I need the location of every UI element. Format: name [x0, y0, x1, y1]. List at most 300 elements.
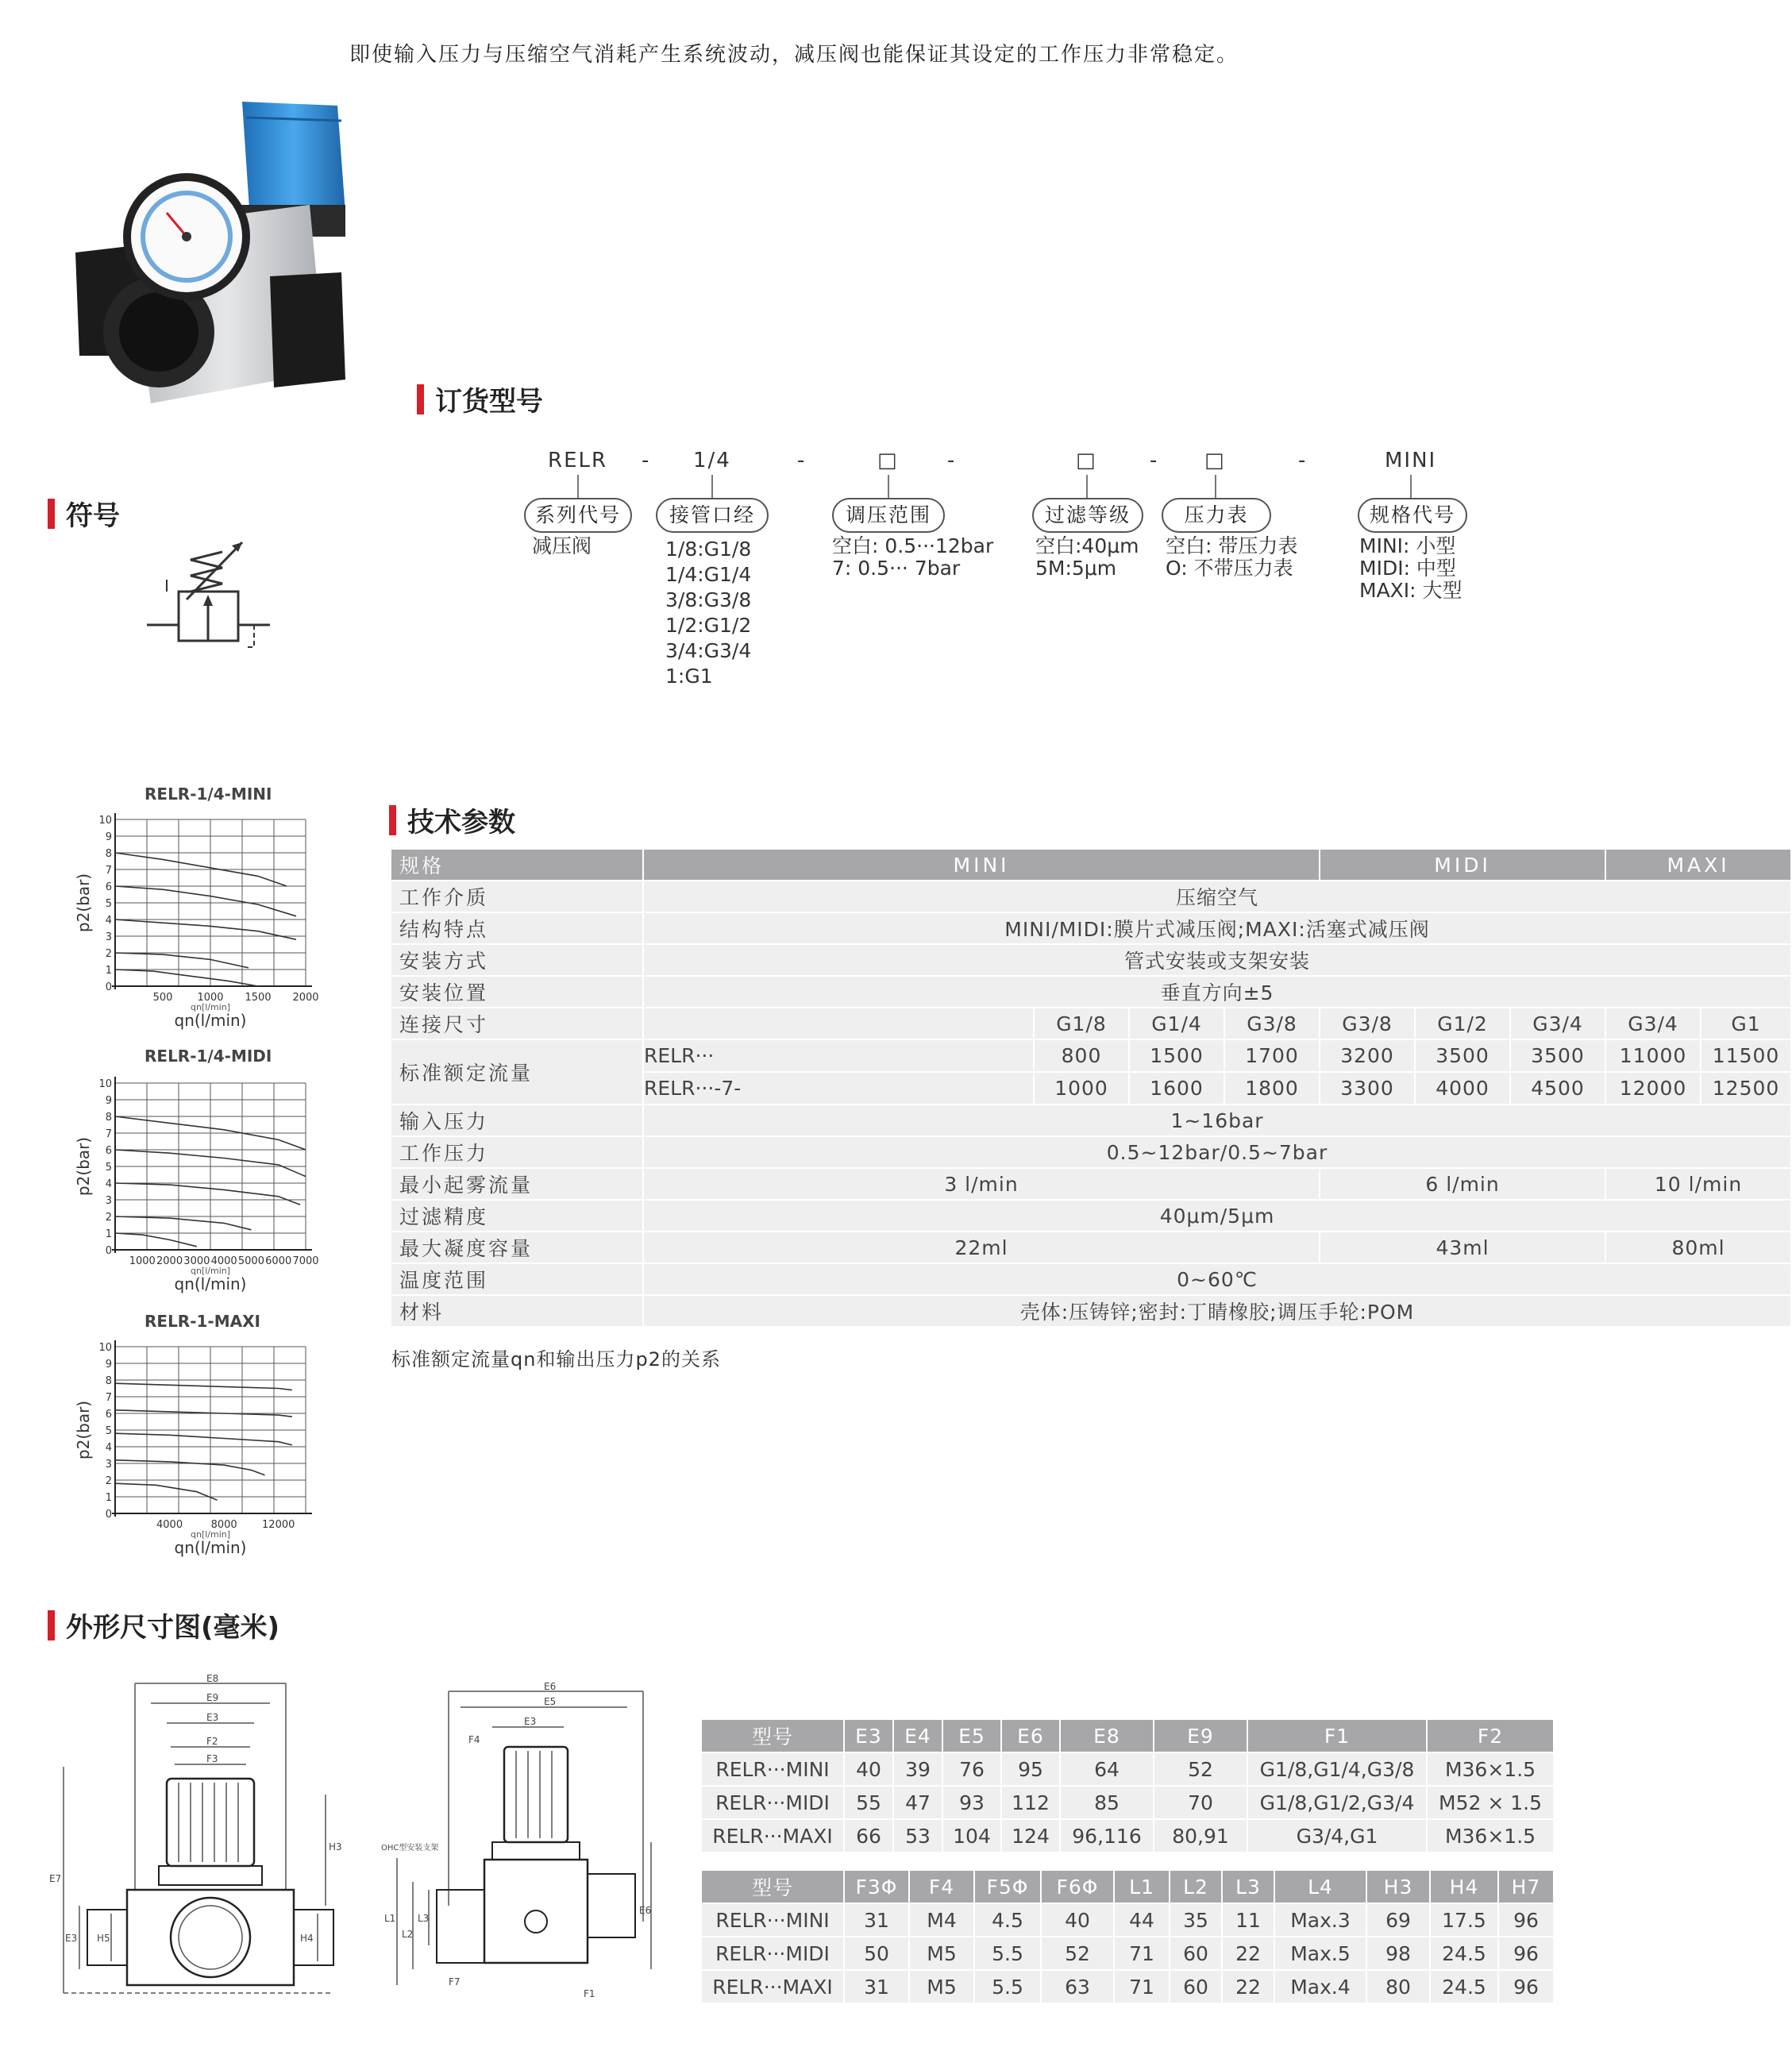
- table-cell: RELR···: [643, 1039, 1034, 1072]
- table-row: [701, 1870, 1554, 1903]
- table-cell: 4.5: [974, 1903, 1041, 1937]
- series-line: [115, 886, 296, 916]
- table-cell: E6: [1001, 1719, 1060, 1752]
- table-row: [701, 1970, 1554, 2003]
- table-row: [391, 976, 1791, 1008]
- order-code-sep: -: [797, 449, 807, 472]
- table-cell: 壳体:压铸锌;密封:丁睛橡胶;调压手轮:POM: [643, 1295, 1791, 1327]
- table-cell: 4500: [1510, 1072, 1605, 1105]
- table-row: [391, 1200, 1791, 1232]
- table-cell: 85: [1060, 1786, 1154, 1819]
- table-cell: M4: [909, 1903, 974, 1937]
- table-cell: M36×1.5: [1427, 1752, 1554, 1786]
- table-row: [391, 1168, 1791, 1200]
- x-tick-label: 8000: [210, 1519, 237, 1531]
- accent-bar: [417, 384, 424, 414]
- y-tick-label: 5: [105, 898, 112, 910]
- y-tick-label: 1: [105, 965, 112, 977]
- section-title-symbol: 符号: [48, 494, 120, 533]
- dim-label: E8: [206, 1673, 219, 1684]
- table-cell: H3: [1366, 1870, 1430, 1903]
- intro-text: 即使输入压力与压缩空气消耗产生系统波动，减压阀也能保证其设定的工作压力非常稳定。: [349, 43, 1239, 67]
- table-row: [391, 849, 1791, 881]
- chart-title: RELR-1/4-MINI: [145, 785, 272, 804]
- order-code-sep: -: [642, 449, 651, 472]
- series-line: [115, 1433, 292, 1445]
- x-tick-label: 4000: [210, 1255, 237, 1267]
- x-axis-sublabel: qn[l/min]: [190, 1002, 231, 1012]
- tech-table: [390, 848, 1792, 1328]
- dim-label: E3: [206, 1712, 219, 1723]
- table-row: [391, 1263, 1791, 1295]
- table-cell: 40: [844, 1752, 893, 1786]
- accent-bar: [48, 1610, 55, 1640]
- y-tick-label: 4: [105, 915, 112, 927]
- order-code-sep: -: [947, 449, 957, 472]
- y-tick-label: 5: [105, 1162, 112, 1174]
- order-tag-range: 调压范围: [832, 498, 945, 533]
- y-tick-label: 6: [105, 1145, 112, 1157]
- table-cell: 35: [1170, 1903, 1222, 1937]
- y-tick-label: 9: [105, 1095, 112, 1107]
- table-cell: 3500: [1415, 1039, 1510, 1072]
- y-tick-label: 6: [105, 1409, 112, 1421]
- table-cell: 最大凝度容量: [391, 1232, 643, 1263]
- dim-label: E3: [65, 1933, 78, 1944]
- table-row: [701, 1752, 1554, 1786]
- series-line: [115, 1483, 218, 1500]
- table-row: [391, 912, 1791, 944]
- connector-line: [1410, 475, 1412, 499]
- table-cell: 结构特点: [391, 912, 643, 944]
- table-row: [701, 1903, 1554, 1937]
- x-tick-label: 12000: [262, 1519, 295, 1531]
- table-cell: 52: [1041, 1937, 1114, 1970]
- connector-line: [1215, 475, 1216, 499]
- table-cell: 39: [893, 1752, 942, 1786]
- table-cell: 93: [942, 1786, 1001, 1819]
- connector-line: [888, 475, 889, 499]
- table-cell: E8: [1060, 1719, 1154, 1752]
- table-cell: 80,91: [1154, 1819, 1247, 1852]
- table-cell: [643, 1008, 1034, 1039]
- dim-label: L1: [384, 1913, 396, 1924]
- section-title-tech: 技术参数: [389, 800, 515, 839]
- table-cell: 4000: [1415, 1072, 1510, 1105]
- table-cell: RELR···MINI: [701, 1752, 844, 1786]
- table-cell: RELR···MAXI: [701, 1970, 844, 2003]
- series-line: [115, 1383, 292, 1390]
- table-cell: 96: [1498, 1970, 1554, 2003]
- table-cell: E3: [844, 1719, 893, 1752]
- x-tick-label: 3000: [183, 1255, 210, 1267]
- accent-bar: [48, 499, 55, 529]
- table-cell: 6 l/min: [1320, 1168, 1605, 1200]
- table-row: [701, 1786, 1554, 1819]
- table-cell: 71: [1114, 1937, 1170, 1970]
- table-cell: 温度范围: [391, 1263, 643, 1295]
- table-cell: M36×1.5: [1427, 1819, 1554, 1852]
- dim-label: E9: [206, 1692, 219, 1703]
- front-view-drawing-icon: [48, 1675, 349, 2009]
- table-cell: MAXI: [1605, 849, 1791, 881]
- table-cell: G3/4: [1510, 1008, 1605, 1039]
- table-cell: 98: [1366, 1937, 1430, 1970]
- table-cell: 17.5: [1430, 1903, 1498, 1937]
- table-cell: 70: [1154, 1786, 1247, 1819]
- order-desc-filter: 空白:40μm 5M:5μm: [1035, 534, 1139, 580]
- table-cell: 规格: [391, 849, 643, 881]
- connector-line: [577, 475, 579, 499]
- series-line: [115, 1216, 251, 1230]
- table-cell: G1: [1701, 1008, 1791, 1039]
- dim-label: H3: [329, 1841, 342, 1852]
- order-code-part: MINI: [1385, 449, 1437, 472]
- table-cell: G3/4,G1: [1247, 1819, 1427, 1852]
- table-cell: 43ml: [1320, 1232, 1605, 1263]
- table-row: [391, 1008, 1791, 1039]
- table-cell: 80ml: [1605, 1232, 1791, 1263]
- table-cell: 60: [1170, 1970, 1222, 2003]
- dim-label: H5: [97, 1933, 110, 1944]
- table-cell: 10 l/min: [1605, 1168, 1791, 1200]
- chart-caption: 标准额定流量qn和输出压力p2的关系: [391, 1348, 721, 1371]
- dim-label: L3: [418, 1913, 430, 1924]
- y-tick-label: 10: [98, 815, 112, 827]
- section-title-dimensions: 外形尺寸图(毫米): [48, 1606, 279, 1644]
- table-row: [701, 1719, 1554, 1752]
- x-tick-label: 7000: [292, 1255, 319, 1267]
- table-cell: 1600: [1129, 1072, 1224, 1105]
- table-cell: F3Φ: [844, 1870, 909, 1903]
- table-cell: 1~16bar: [643, 1105, 1791, 1136]
- y-tick-label: 7: [105, 1392, 112, 1404]
- y-tick-label: 4: [105, 1178, 112, 1190]
- x-tick-label: 1000: [129, 1255, 156, 1267]
- table-cell: 24.5: [1430, 1937, 1498, 1970]
- series-line: [115, 1233, 197, 1247]
- x-tick-label: 5000: [237, 1255, 264, 1267]
- order-desc-size: MINI: 小型 MIDI: 中型 MAXI: 大型: [1359, 534, 1463, 602]
- table-cell: G3/8: [1224, 1008, 1320, 1039]
- y-tick-label: 10: [98, 1078, 112, 1090]
- table-cell: RELR···-7-: [643, 1072, 1034, 1105]
- series-line: [115, 1183, 300, 1205]
- table-cell: 44: [1114, 1903, 1170, 1937]
- table-cell: 95: [1001, 1752, 1060, 1786]
- table-cell: G3/4: [1605, 1008, 1701, 1039]
- table-cell: L3: [1222, 1870, 1274, 1903]
- y-tick-label: 9: [105, 1359, 112, 1371]
- order-desc-series: 减压阀: [532, 534, 592, 557]
- dimension-table-1: [700, 1718, 1555, 1853]
- table-cell: 52: [1154, 1752, 1247, 1786]
- y-tick-label: 1: [105, 1228, 112, 1240]
- table-row: [391, 944, 1791, 976]
- order-code-part: □: [1076, 449, 1097, 472]
- x-axis-label: qn(l/min): [174, 1274, 247, 1293]
- table-cell: 96: [1498, 1903, 1554, 1937]
- order-tag-filter: 过滤等级: [1032, 498, 1143, 533]
- table-cell: 71: [1114, 1970, 1170, 2003]
- table-cell: 11000: [1605, 1039, 1701, 1072]
- x-tick-label: 4000: [156, 1519, 183, 1531]
- table-cell: 0~60℃: [643, 1263, 1791, 1295]
- y-tick-label: 0: [105, 981, 112, 993]
- order-code-part: □: [877, 449, 899, 472]
- table-cell: G1/8,G1/2,G3/4: [1247, 1786, 1427, 1819]
- order-desc-range: 空白: 0.5···12bar 7: 0.5··· 7bar: [832, 534, 994, 580]
- y-tick-label: 1: [105, 1492, 112, 1504]
- table-cell: 工作介质: [391, 881, 643, 912]
- table-cell: 66: [844, 1819, 893, 1852]
- front-view-drawing: [48, 1675, 349, 2009]
- table-row: [391, 1295, 1791, 1327]
- table-cell: 31: [844, 1970, 909, 2003]
- table-cell: 1800: [1224, 1072, 1320, 1105]
- table-cell: G1/2: [1415, 1008, 1510, 1039]
- table-cell: H4: [1430, 1870, 1498, 1903]
- table-cell: 31: [844, 1903, 909, 1937]
- x-tick-label: 2000: [292, 992, 319, 1004]
- table-cell: 型号: [701, 1719, 844, 1752]
- table-cell: 3300: [1320, 1072, 1415, 1105]
- x-axis-label: qn(l/min): [174, 1538, 247, 1557]
- table-row: [391, 1136, 1791, 1168]
- table-cell: 47: [893, 1786, 942, 1819]
- y-tick-label: 6: [105, 881, 112, 893]
- order-code-part: □: [1204, 449, 1226, 472]
- y-tick-label: 5: [105, 1425, 112, 1437]
- order-tag-size: 规格代号: [1358, 498, 1467, 533]
- table-cell: 压缩空气: [643, 881, 1791, 912]
- order-code-sep: -: [1298, 449, 1308, 472]
- table-row: [391, 881, 1791, 912]
- table-cell: 69: [1366, 1903, 1430, 1937]
- y-tick-label: 8: [105, 1375, 112, 1387]
- table-cell: F5Φ: [974, 1870, 1041, 1903]
- table-cell: L4: [1274, 1870, 1366, 1903]
- table-cell: 40: [1041, 1903, 1114, 1937]
- y-tick-label: 3: [105, 1195, 112, 1207]
- table-cell: RELR···MIDI: [701, 1786, 844, 1819]
- y-tick-label: 2: [105, 1475, 112, 1487]
- table-cell: M5: [909, 1937, 974, 1970]
- order-tag-port: 接管口经: [656, 498, 769, 533]
- table-cell: 过滤精度: [391, 1200, 643, 1232]
- table-cell: 输入压力: [391, 1105, 643, 1136]
- table-cell: H7: [1498, 1870, 1554, 1903]
- table-cell: G1/8: [1034, 1008, 1129, 1039]
- table-cell: MINI: [643, 849, 1320, 881]
- product-image: [71, 94, 357, 411]
- table-cell: 800: [1034, 1039, 1129, 1072]
- y-tick-label: 9: [105, 831, 112, 843]
- table-cell: 安装位置: [391, 976, 643, 1008]
- y-tick-label: 4: [105, 1442, 112, 1454]
- table-cell: 112: [1001, 1786, 1060, 1819]
- table-cell: 24.5: [1430, 1970, 1498, 2003]
- dim-label: E3: [524, 1716, 537, 1727]
- dim-label: L2: [402, 1929, 414, 1940]
- chart-title: RELR-1-MAXI: [145, 1312, 260, 1331]
- dim-label: E6: [639, 1905, 652, 1916]
- dim-label: F1: [584, 1988, 595, 1999]
- table-cell: 55: [844, 1786, 893, 1819]
- dim-label: F3: [206, 1753, 218, 1764]
- table-cell: 96,116: [1060, 1819, 1154, 1852]
- table-cell: 3200: [1320, 1039, 1415, 1072]
- dim-label: E7: [49, 1873, 62, 1884]
- connector-line: [1086, 475, 1088, 499]
- table-cell: 22ml: [643, 1232, 1320, 1263]
- table-cell: Max.4: [1274, 1970, 1366, 2003]
- table-cell: 12000: [1605, 1072, 1701, 1105]
- table-cell: 安装方式: [391, 944, 643, 976]
- order-desc-port: 1/8:G1/8 1/4:G1/4 3/8:G3/8 1/2:G1/2 3/4:G3/4 1:G1: [665, 538, 752, 688]
- x-tick-label: 6000: [265, 1255, 292, 1267]
- dim-label: E5: [544, 1696, 557, 1707]
- table-cell: 50: [844, 1937, 909, 1970]
- table-cell: L2: [1170, 1870, 1222, 1903]
- table-row: [391, 1105, 1791, 1136]
- table-cell: 型号: [701, 1870, 844, 1903]
- table-cell: Max.3: [1274, 1903, 1366, 1937]
- table-cell: 104: [942, 1819, 1001, 1852]
- x-axis-sublabel: qn[l/min]: [190, 1266, 231, 1276]
- dimension-table-2: [700, 1869, 1555, 2004]
- order-code-part: 1/4: [693, 449, 731, 472]
- y-tick-label: 2: [105, 948, 112, 960]
- order-desc-gauge: 空白: 带压力表 O: 不带压力表: [1166, 534, 1298, 580]
- table-cell: 22: [1222, 1937, 1274, 1970]
- table-cell: M52 × 1.5: [1427, 1786, 1554, 1819]
- pressure-regulator-symbol-icon: [143, 536, 286, 679]
- table-cell: E5: [942, 1719, 1001, 1752]
- table-cell: MINI/MIDI:膜片式减压阀;MAXI:活塞式减压阀: [643, 912, 1791, 944]
- table-cell: 1000: [1034, 1072, 1129, 1105]
- table-cell: RELR···MAXI: [701, 1819, 844, 1852]
- table-cell: 3 l/min: [643, 1168, 1320, 1200]
- table-cell: 3500: [1510, 1039, 1605, 1072]
- table-cell: G3/8: [1320, 1008, 1415, 1039]
- table-cell: 0.5~12bar/0.5~7bar: [643, 1136, 1791, 1168]
- order-tag-series: 系列代号: [524, 498, 632, 533]
- series-line: [115, 970, 258, 986]
- table-cell: 53: [893, 1819, 942, 1852]
- table-cell: 1500: [1129, 1039, 1224, 1072]
- table-cell: 材料: [391, 1295, 643, 1327]
- side-view-drawing-icon: [373, 1683, 659, 2017]
- table-cell: G1/8,G1/4,G3/8: [1247, 1752, 1427, 1786]
- table-row: [391, 1232, 1791, 1263]
- flow-chart-maxi: [71, 1331, 357, 1569]
- table-cell: 11: [1222, 1903, 1274, 1937]
- table-cell: F2: [1427, 1719, 1554, 1752]
- y-tick-label: 7: [105, 1128, 112, 1140]
- table-cell: 5.5: [974, 1937, 1041, 1970]
- order-code-sep: -: [1150, 449, 1159, 472]
- table-row: [701, 1819, 1554, 1852]
- table-cell: Max.5: [1274, 1937, 1366, 1970]
- table-cell: RELR···MIDI: [701, 1937, 844, 1970]
- series-line: [115, 953, 249, 968]
- table-cell: 64: [1060, 1752, 1154, 1786]
- table-row: [701, 1937, 1554, 1970]
- dim-label: H4: [300, 1933, 314, 1944]
- table-cell: 最小起雾流量: [391, 1168, 643, 1200]
- y-axis-label: p2(bar): [74, 1136, 93, 1197]
- table-cell: 22: [1222, 1970, 1274, 2003]
- table-cell: 工作压力: [391, 1136, 643, 1168]
- table-cell: 11500: [1701, 1039, 1791, 1072]
- x-tick-label: 2000: [156, 1255, 183, 1267]
- table-cell: L1: [1114, 1870, 1170, 1903]
- table-cell: 连接尺寸: [391, 1008, 643, 1039]
- dim-label: F7: [449, 1976, 461, 1987]
- y-tick-label: 10: [98, 1342, 112, 1354]
- table-cell: G1/4: [1129, 1008, 1224, 1039]
- flow-chart-midi: [71, 1067, 357, 1305]
- table-cell: F1: [1247, 1719, 1427, 1752]
- table-cell: 96: [1498, 1937, 1554, 1970]
- regulator-photo-icon: [71, 94, 357, 411]
- table-cell: 管式安装或支架安装: [643, 944, 1791, 976]
- y-axis-label: p2(bar): [74, 873, 93, 933]
- y-tick-label: 8: [105, 848, 112, 860]
- order-tag-gauge: 压力表: [1162, 498, 1271, 533]
- y-tick-label: 0: [105, 1509, 112, 1521]
- table-cell: 80: [1366, 1970, 1430, 2003]
- side-view-drawing: [373, 1683, 659, 2017]
- section-title-order: 订货型号: [417, 380, 543, 418]
- table-cell: RELR···MINI: [701, 1903, 844, 1937]
- table-cell: 1700: [1224, 1039, 1320, 1072]
- x-tick-label: 1000: [197, 992, 224, 1004]
- table-cell: M5: [909, 1970, 974, 2003]
- table-row: [391, 1039, 1791, 1072]
- table-cell: 标准额定流量: [391, 1039, 643, 1105]
- y-tick-label: 7: [105, 865, 112, 877]
- table-cell: 40μm/5μm: [643, 1200, 1791, 1232]
- chart-title: RELR-1/4-MIDI: [145, 1047, 272, 1066]
- table-cell: E9: [1154, 1719, 1247, 1752]
- accent-bar: [389, 805, 396, 835]
- x-tick-label: 1500: [245, 992, 272, 1004]
- dim-label: F2: [206, 1736, 218, 1747]
- table-cell: MIDI: [1320, 849, 1605, 881]
- table-cell: 垂直方向±5: [643, 976, 1791, 1008]
- y-tick-label: 0: [105, 1245, 112, 1257]
- table-cell: 76: [942, 1752, 1001, 1786]
- x-axis-sublabel: qn[l/min]: [190, 1529, 231, 1540]
- table-cell: E4: [893, 1719, 942, 1752]
- y-axis-label: p2(bar): [74, 1400, 93, 1460]
- order-code-part: RELR: [548, 449, 608, 472]
- table-cell: F6Φ: [1041, 1870, 1114, 1903]
- table-cell: F4: [909, 1870, 974, 1903]
- dim-label: E6: [544, 1681, 557, 1692]
- x-axis-label: qn(l/min): [174, 1011, 247, 1030]
- dim-label: F4: [468, 1734, 480, 1745]
- flow-chart-mini: [71, 804, 357, 1042]
- table-cell: 124: [1001, 1819, 1060, 1852]
- y-tick-label: 2: [105, 1212, 112, 1224]
- table-cell: 5.5: [974, 1970, 1041, 2003]
- y-tick-label: 3: [105, 931, 112, 943]
- y-tick-label: 3: [105, 1459, 112, 1471]
- dim-label: OHC型安装支架: [381, 1844, 439, 1852]
